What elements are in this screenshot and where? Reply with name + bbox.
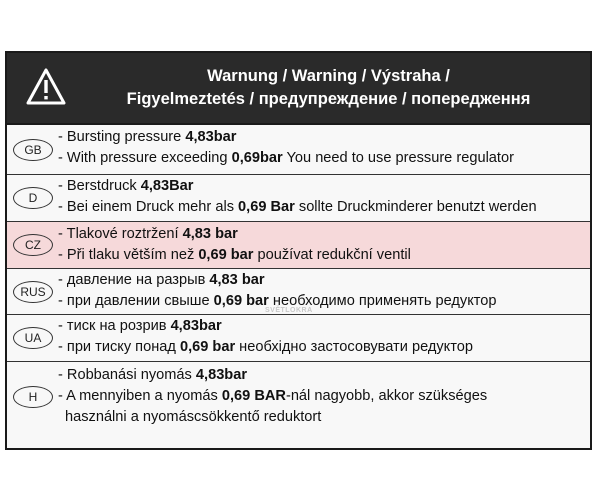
row-text [58, 176, 586, 218]
pressure-line: - Berstdruck 4,83Bar [58, 178, 194, 194]
row-text [58, 365, 586, 428]
row-text [58, 224, 586, 266]
warning-triangle-icon [25, 67, 67, 107]
row-text [58, 270, 586, 312]
pressure-line: - Tlakové roztržení 4,83 bar [58, 226, 238, 242]
row-h [7, 361, 590, 432]
warning-label [5, 51, 592, 450]
country-badge-d: D [13, 187, 53, 209]
country-badge-cz: CZ [13, 234, 53, 256]
country-badge-h: H [13, 386, 53, 408]
regulator-line: - при тиску понад 0,69 bar необхідно застосовувати редуктор [58, 339, 473, 355]
row-ua [7, 314, 590, 361]
regulator-line: - Při tlaku větším než 0,69 bar používat redukční ventil [58, 247, 411, 263]
label-header [7, 53, 590, 123]
regulator-line-cont: használni a nyomáscsökkentő reduktort [65, 409, 322, 425]
country-badge-rus: RUS [13, 281, 53, 303]
language-rows [7, 123, 590, 432]
regulator-line: - Bei einem Druck mehr als 0,69 Bar sollte Druckminderer benutzt werden [58, 199, 537, 215]
pressure-line: - Robbanási nyomás 4,83bar [58, 367, 248, 383]
row-d [7, 174, 590, 221]
pressure-line: - давление на разрыв 4,83 bar [58, 272, 265, 288]
regulator-line: - With pressure exceeding 0,69bar You need to use pressure regulator [58, 150, 514, 166]
country-badge-gb: GB [13, 139, 53, 161]
row-gb [7, 123, 590, 174]
watermark: SVĚTLOKRA [265, 307, 313, 314]
pressure-line: - Bursting pressure 4,83bar [58, 129, 237, 145]
pressure-line: - тиск на розрив 4,83bar [58, 318, 222, 334]
row-text [58, 316, 586, 358]
row-text [58, 127, 586, 169]
header-title [77, 65, 580, 111]
country-badge-ua: UA [13, 327, 53, 349]
regulator-line: - A mennyiben a nyomás 0,69 BAR-nál nagyobb, akkor szükséges [58, 388, 488, 404]
header-title-line1: Warnung / Warning / Výstraha / [207, 67, 450, 85]
row-cz [7, 221, 590, 268]
regulator-line: - при давлении свыше 0,69 bar необходимо применять редуктор [58, 293, 497, 309]
header-title-line2: Figyelmeztetés / предупреждение / попередження [126, 90, 531, 108]
